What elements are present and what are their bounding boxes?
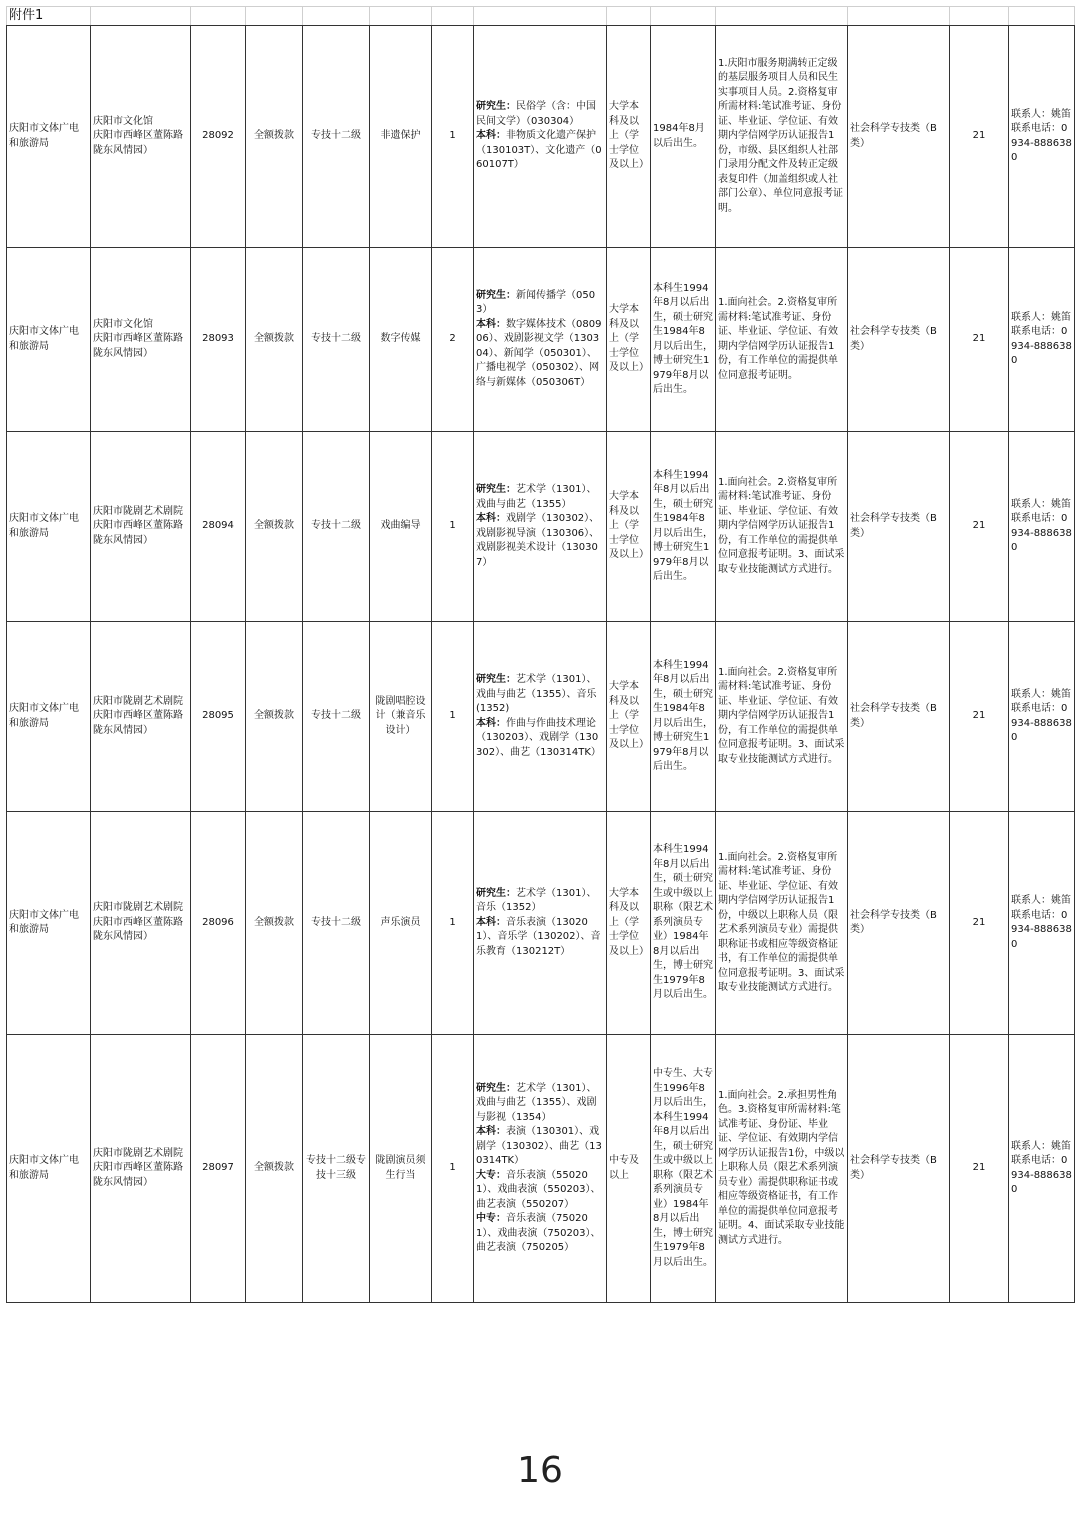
age-cell: 本科生1994年8月以后出生，硕士研究生1984年8月以后出生，博士研究生1979年8月以后出生。	[651, 432, 716, 622]
unit-name: 庆阳市文化馆	[93, 318, 153, 330]
major-list: 艺术学（1301）、戏曲与曲艺（1355）、音乐(1352)	[476, 674, 597, 714]
unit-name: 庆阳市陇剧艺术剧院	[93, 505, 183, 517]
dept-cell: 庆阳市文体广电和旅游局	[7, 432, 91, 622]
major-list: 表演（130301）、戏剧学（130302）、曲艺（130314TK）	[476, 1126, 602, 1166]
major-entry	[476, 1082, 604, 1126]
major-level-label: 本科：	[476, 916, 506, 928]
level-cell: 专技十二级专技十三级	[303, 1035, 370, 1303]
unit-name: 庆阳市陇剧艺术剧院	[93, 695, 183, 707]
unit-name: 庆阳市陇剧艺术剧院	[93, 902, 183, 914]
major-list: 艺术学（1301）、戏曲与曲艺（1355）、戏剧与影视（1354）	[476, 1082, 597, 1123]
unit-cell	[91, 622, 191, 812]
funding-cell: 全额拨款	[246, 812, 303, 1035]
major-level-label: 大专：	[476, 1169, 506, 1181]
education-cell: 中专及以上	[607, 1035, 651, 1303]
table-body	[7, 7, 1075, 1303]
count-cell: 1	[432, 812, 474, 1035]
major-entry	[476, 887, 604, 916]
contact-cell: 联系人：姚笛联系电话：0934-8886380	[1009, 432, 1075, 622]
major-level-label: 本科：	[476, 130, 506, 142]
major-level-label: 本科：	[476, 318, 506, 330]
funding-cell: 全额拨款	[246, 26, 303, 248]
post-code-cell: 28097	[191, 1035, 246, 1303]
contact-cell: 联系人：姚笛联系电话：0934-8886380	[1009, 1035, 1075, 1303]
level-cell: 专技十二级	[303, 622, 370, 812]
major-entry	[476, 483, 604, 512]
post-code-cell: 28093	[191, 248, 246, 432]
level-cell: 专技十二级	[303, 248, 370, 432]
major-level-label: 中专：	[476, 1213, 506, 1224]
major-list: 新闻传播学（0503）	[476, 289, 596, 316]
major-list: 音乐表演（750201）、戏曲表演（750203）、曲艺表演（750205）	[476, 1213, 601, 1253]
major-level-label: 本科：	[476, 513, 506, 524]
major-cell	[474, 622, 607, 812]
major-list: 作曲与作曲技术理论（130203）、戏剧学（130302）、曲艺（130314TK）	[476, 717, 601, 758]
major-list: 音乐表演（550201）、戏曲表演（550203）、曲艺表演（550207）	[476, 1169, 601, 1210]
table-row	[7, 622, 1075, 812]
funding-cell: 全额拨款	[246, 432, 303, 622]
major-entry	[476, 1212, 604, 1256]
other-requirements-cell: 1.庆阳市服务期满转正定级的基层服务项目人员和民生实事项目人员。2.资格复审所需材料:笔试准考证、身份证、毕业证、学位证、有效期内学信网学历认证报告1份，市级、县区组织人社部门录用分配文件及转正定级表复印件（加盖组织或人社部门公章）、单位同意报考证明。	[716, 26, 848, 248]
major-entry	[476, 916, 604, 960]
major-entry	[476, 1169, 604, 1213]
major-list: 音乐表演（130201）、音乐学（130202）、音乐教育（130212T）	[476, 916, 601, 957]
count-cell: 1	[432, 1035, 474, 1303]
major-level-label: 研究生：	[476, 1082, 516, 1094]
count-cell: 1	[432, 622, 474, 812]
unit-address: 庆阳市西峰区董陈路陇东风情园）	[93, 333, 183, 359]
unit-cell	[91, 248, 191, 432]
education-cell: 大学本科及以上（学士学位及以上）	[607, 432, 651, 622]
post-name-cell: 非遗保护	[370, 26, 432, 248]
table-row	[7, 432, 1075, 622]
table-row	[7, 1035, 1075, 1303]
unit-cell	[91, 812, 191, 1035]
major-list: 民俗学（含：中国民间文学）（030304）	[476, 101, 596, 127]
other-requirements-cell: 1.面向社会。2.资格复审所需材料:笔试准考证、身份证、毕业证、学位证、有效期内学信网学历认证报告1份，有工作单位的需提供单位同意报考证明。3、面试采取专业技能测试方式进行。	[716, 432, 848, 622]
recruitment-sheet	[6, 6, 1074, 1303]
major-level-label: 研究生：	[476, 484, 516, 495]
funding-cell: 全额拨款	[246, 622, 303, 812]
exam-category-cell: 社会科学专技类（B类）	[848, 248, 950, 432]
major-level-label: 本科：	[476, 717, 506, 729]
unit-cell	[91, 26, 191, 248]
exam-category-cell: 社会科学专技类（B类）	[848, 432, 950, 622]
unit-cell	[91, 1035, 191, 1303]
unit-cell	[91, 432, 191, 622]
major-list: 非物质文化遗产保护（130103T）、文化遗产（060107T）	[476, 130, 602, 171]
other-requirements-cell: 1.面向社会。2.资格复审所需材料:笔试准考证、身份证、毕业证、学位证、有效期内学信网学历认证报告1份，有工作单位的需提供单位同意报考证明。3、面试采取专业技能测试方式进行。	[716, 622, 848, 812]
dept-cell: 庆阳市文体广电和旅游局	[7, 622, 91, 812]
annex-label: 附件1	[7, 7, 91, 26]
dept-cell: 庆阳市文体广电和旅游局	[7, 812, 91, 1035]
age-cell: 本科生1994年8月以后出生，硕士研究生1984年8月以后出生，博士研究生1979年8月以后出生。	[651, 622, 716, 812]
education-cell: 大学本科及以上（学士学位及以上）	[607, 812, 651, 1035]
major-entry	[476, 289, 604, 318]
recruitment-table	[6, 6, 1075, 1303]
education-cell: 大学本科及以上（学士学位及以上）	[607, 248, 651, 432]
major-level-label: 本科：	[476, 1126, 506, 1137]
post-code-cell: 28092	[191, 26, 246, 248]
post-name-cell: 陇剧演员须生行当	[370, 1035, 432, 1303]
major-level-label: 研究生：	[476, 101, 516, 113]
other-requirements-cell: 1.面向社会。2.资格复审所需材料:笔试准考证、身份证、毕业证、学位证、有效期内学信网学历认证报告1份，中级以上职称人员（限艺术系列演员专业）需提供职称证书或相应等级资格证书，有工作单位的需提供单位同意报考证明。3、面试采取专业技能测试方式进行。	[716, 812, 848, 1035]
contact-cell: 联系人：姚笛联系电话：0934-8886380	[1009, 26, 1075, 248]
funding-cell: 全额拨款	[246, 1035, 303, 1303]
age-cell: 本科生1994年8月以后出生，硕士研究生或中级以上职称（限艺术系列演员专业）1984年8月以后出生，博士研究生1979年8月以后出生。	[651, 812, 716, 1035]
age-cell: 1984年8月以后出生。	[651, 26, 716, 248]
exam-category-cell: 社会科学专技类（B类）	[848, 1035, 950, 1303]
unit-address: 庆阳市西峰区董陈路陇东风情园）	[93, 710, 183, 736]
major-list: 戏剧学（130302）、戏剧影视导演（130306）、戏剧影视美术设计（130307）	[476, 513, 600, 568]
exam-code-cell: 21	[950, 26, 1009, 248]
annex-row	[7, 7, 1075, 26]
post-code-cell: 28094	[191, 432, 246, 622]
age-cell: 本科生1994年8月以后出生，硕士研究生1984年8月以后出生，博士研究生1979年8月以后出生。	[651, 248, 716, 432]
count-cell: 1	[432, 432, 474, 622]
unit-name: 庆阳市文化馆	[93, 115, 153, 127]
post-name-cell: 数字传媒	[370, 248, 432, 432]
exam-code-cell: 21	[950, 622, 1009, 812]
level-cell: 专技十二级	[303, 812, 370, 1035]
major-cell	[474, 432, 607, 622]
major-level-label: 研究生：	[476, 674, 516, 685]
unit-address: 庆阳市西峰区董陈路陇东风情园）	[93, 130, 183, 156]
contact-cell: 联系人：姚笛联系电话：0934-8886380	[1009, 812, 1075, 1035]
post-name-cell: 声乐演员	[370, 812, 432, 1035]
major-entry	[476, 318, 604, 391]
post-code-cell: 28095	[191, 622, 246, 812]
major-cell	[474, 812, 607, 1035]
page-number: 16	[517, 1450, 563, 1491]
post-code-cell: 28096	[191, 812, 246, 1035]
unit-address: 庆阳市西峰区董陈路陇东风情园）	[93, 916, 183, 943]
major-list: 艺术学（1301）、戏曲与曲艺（1355）	[476, 484, 597, 510]
exam-category-cell: 社会科学专技类（B类）	[848, 812, 950, 1035]
unit-address: 庆阳市西峰区董陈路陇东风情园）	[93, 520, 183, 546]
major-entry	[476, 512, 604, 570]
exam-code-cell: 21	[950, 1035, 1009, 1303]
major-list: 艺术学（1301）、音乐（1352）	[476, 887, 597, 914]
major-cell	[474, 248, 607, 432]
major-list: 数字媒体技术（080906）、戏剧影视文学（130304）、新闻学（050301）、广播电视学（050302）、网络与新媒体（050306T）	[476, 318, 602, 388]
major-level-label: 研究生：	[476, 289, 516, 301]
unit-address: 庆阳市西峰区董陈路陇东风情园）	[93, 1162, 183, 1188]
table-row	[7, 812, 1075, 1035]
major-entry	[476, 717, 604, 761]
post-name-cell: 戏曲编导	[370, 432, 432, 622]
major-entry	[476, 129, 604, 173]
post-name-cell: 陇剧唱腔设计（兼音乐设计）	[370, 622, 432, 812]
table-row	[7, 248, 1075, 432]
exam-code-cell: 21	[950, 248, 1009, 432]
major-level-label: 研究生：	[476, 887, 516, 899]
level-cell: 专技十二级	[303, 26, 370, 248]
major-cell	[474, 26, 607, 248]
education-cell: 大学本科及以上（学士学位及以上）	[607, 26, 651, 248]
other-requirements-cell: 1.面向社会。2.资格复审所需材料:笔试准考证、身份证、毕业证、学位证、有效期内学信网学历认证报告1份，有工作单位的需提供单位同意报考证明。	[716, 248, 848, 432]
exam-category-cell: 社会科学专技类（B类）	[848, 26, 950, 248]
dept-cell: 庆阳市文体广电和旅游局	[7, 26, 91, 248]
major-entry	[476, 100, 604, 129]
major-entry	[476, 1125, 604, 1169]
count-cell: 2	[432, 248, 474, 432]
funding-cell: 全额拨款	[246, 248, 303, 432]
exam-code-cell: 21	[950, 432, 1009, 622]
unit-name: 庆阳市陇剧艺术剧院	[93, 1147, 183, 1159]
major-cell	[474, 1035, 607, 1303]
dept-cell: 庆阳市文体广电和旅游局	[7, 248, 91, 432]
dept-cell: 庆阳市文体广电和旅游局	[7, 1035, 91, 1303]
contact-cell: 联系人：姚笛联系电话：0934-8886380	[1009, 622, 1075, 812]
table-row	[7, 26, 1075, 248]
level-cell: 专技十二级	[303, 432, 370, 622]
education-cell: 大学本科及以上（学士学位及以上）	[607, 622, 651, 812]
contact-cell: 联系人：姚笛联系电话：0934-8886380	[1009, 248, 1075, 432]
other-requirements-cell: 1.面向社会。2.承担男性角色。3.资格复审所需材料:笔试准考证、身份证、毕业证、学位证、有效期内学信网学历认证报告1份，中级以上职称人员（限艺术系列演员专业）需提供职称证书或相应等级资格证书，有工作单位的需提供单位同意报考证明。4、面试采取专业技能测试方式进行。	[716, 1035, 848, 1303]
exam-code-cell: 21	[950, 812, 1009, 1035]
age-cell: 中专生、大专生1996年8月以后出生，本科生1994年8月以后出生，硕士研究生或中级以上职称（限艺术系列演员专业）1984年8月以后出生，博士研究生1979年8月以后出生。	[651, 1035, 716, 1303]
major-entry	[476, 673, 604, 717]
count-cell: 1	[432, 26, 474, 248]
exam-category-cell: 社会科学专技类（B类）	[848, 622, 950, 812]
